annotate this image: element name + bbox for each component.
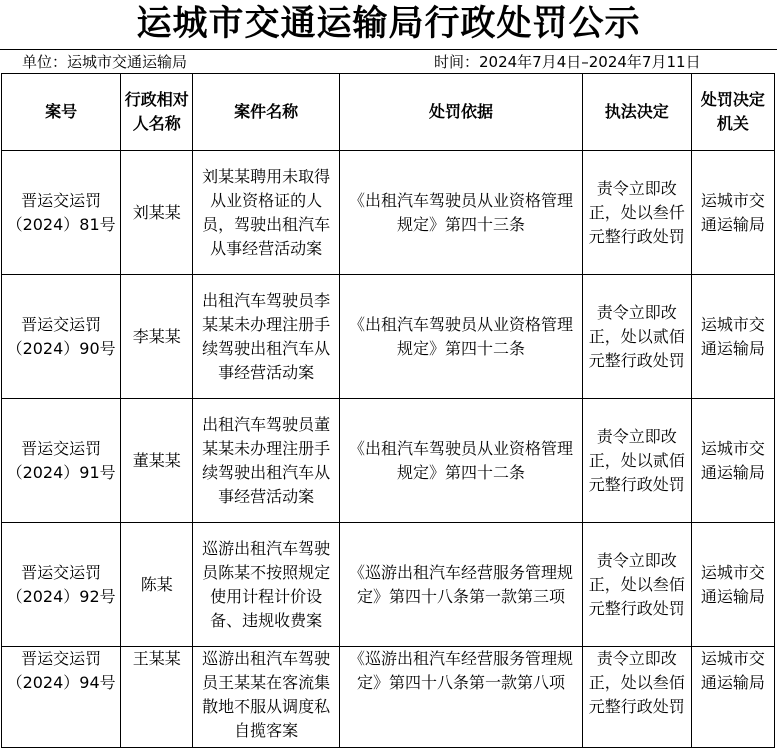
penalty-table — [1, 73, 775, 748]
header-party: 行政相对人名称 — [121, 74, 193, 151]
cell-authority: 运城市交通运输局 — [691, 399, 774, 523]
cell-case-name: 刘某某聘用未取得从业资格证的人员，驾驶出租汽车从事经营活动案 — [193, 151, 340, 275]
cell-authority: 运城市交通运输局 — [691, 647, 774, 748]
meta-bar — [0, 49, 777, 73]
page-title: 运城市交通运输局行政处罚公示 — [136, 3, 641, 44]
header-basis: 处罚依据 — [340, 74, 583, 151]
header-authority: 处罚决定机关 — [691, 74, 774, 151]
cell-decision: 责令立即改正，处以贰佰元整行政处罚 — [582, 275, 691, 399]
cell-party: 李某某 — [121, 275, 193, 399]
cell-decision: 责令立即改正，处以叁仟元整行政处罚 — [582, 151, 691, 275]
cell-basis: 《出租汽车驾驶员从业资格管理规定》第四十二条 — [340, 275, 583, 399]
time-range: 时间：2024年7月4日–2024年7月11日 — [434, 53, 701, 71]
table-row — [2, 275, 775, 399]
cell-case-name: 出租汽车驾驶员李某某未办理注册手续驾驶出租汽车从事经营活动案 — [193, 275, 340, 399]
unit-label: 单位：运城市交通运输局 — [22, 53, 188, 71]
cell-case-no: 晋运交运罚（2024）90号 — [2, 275, 121, 399]
header-case-no: 案号 — [2, 74, 121, 151]
cell-party: 陈某 — [121, 523, 193, 647]
cell-authority: 运城市交通运输局 — [691, 523, 774, 647]
cell-case-name: 出租汽车驾驶员董某某未办理注册手续驾驶出租汽车从事经营活动案 — [193, 399, 340, 523]
table-row — [2, 523, 775, 647]
cell-case-no: 晋运交运罚（2024）94号 — [2, 647, 121, 748]
table-row — [2, 399, 775, 523]
cell-basis: 《巡游出租汽车经营服务管理规定》第四十八条第一款第八项 — [340, 647, 583, 748]
cell-case-no: 晋运交运罚（2024）91号 — [2, 399, 121, 523]
cell-case-name: 巡游出租汽车驾驶员陈某不按照规定使用计程计价设备、违规收费案 — [193, 523, 340, 647]
header-decision: 执法决定 — [582, 74, 691, 151]
cell-party: 刘某某 — [121, 151, 193, 275]
cell-case-no: 晋运交运罚（2024）81号 — [2, 151, 121, 275]
header-case-name: 案件名称 — [193, 74, 340, 151]
table-header-row — [2, 74, 775, 151]
cell-authority: 运城市交通运输局 — [691, 275, 774, 399]
cell-case-name: 巡游出租汽车驾驶员王某某在客流集散地不服从调度私自揽客案 — [193, 647, 340, 748]
cell-party: 王某某 — [121, 647, 193, 748]
cell-authority: 运城市交通运输局 — [691, 151, 774, 275]
cell-decision: 责令立即改正，处以叁佰元整行政处罚 — [582, 647, 691, 748]
cell-decision: 责令立即改正，处以叁佰元整行政处罚 — [582, 523, 691, 647]
cell-decision: 责令立即改正，处以贰佰元整行政处罚 — [582, 399, 691, 523]
cell-case-no: 晋运交运罚（2024）92号 — [2, 523, 121, 647]
cell-basis: 《出租汽车驾驶员从业资格管理规定》第四十二条 — [340, 399, 583, 523]
table-row — [2, 647, 775, 748]
cell-basis: 《出租汽车驾驶员从业资格管理规定》第四十三条 — [340, 151, 583, 275]
table-row — [2, 151, 775, 275]
cell-basis: 《巡游出租汽车经营服务管理规定》第四十八条第一款第三项 — [340, 523, 583, 647]
cell-party: 董某某 — [121, 399, 193, 523]
